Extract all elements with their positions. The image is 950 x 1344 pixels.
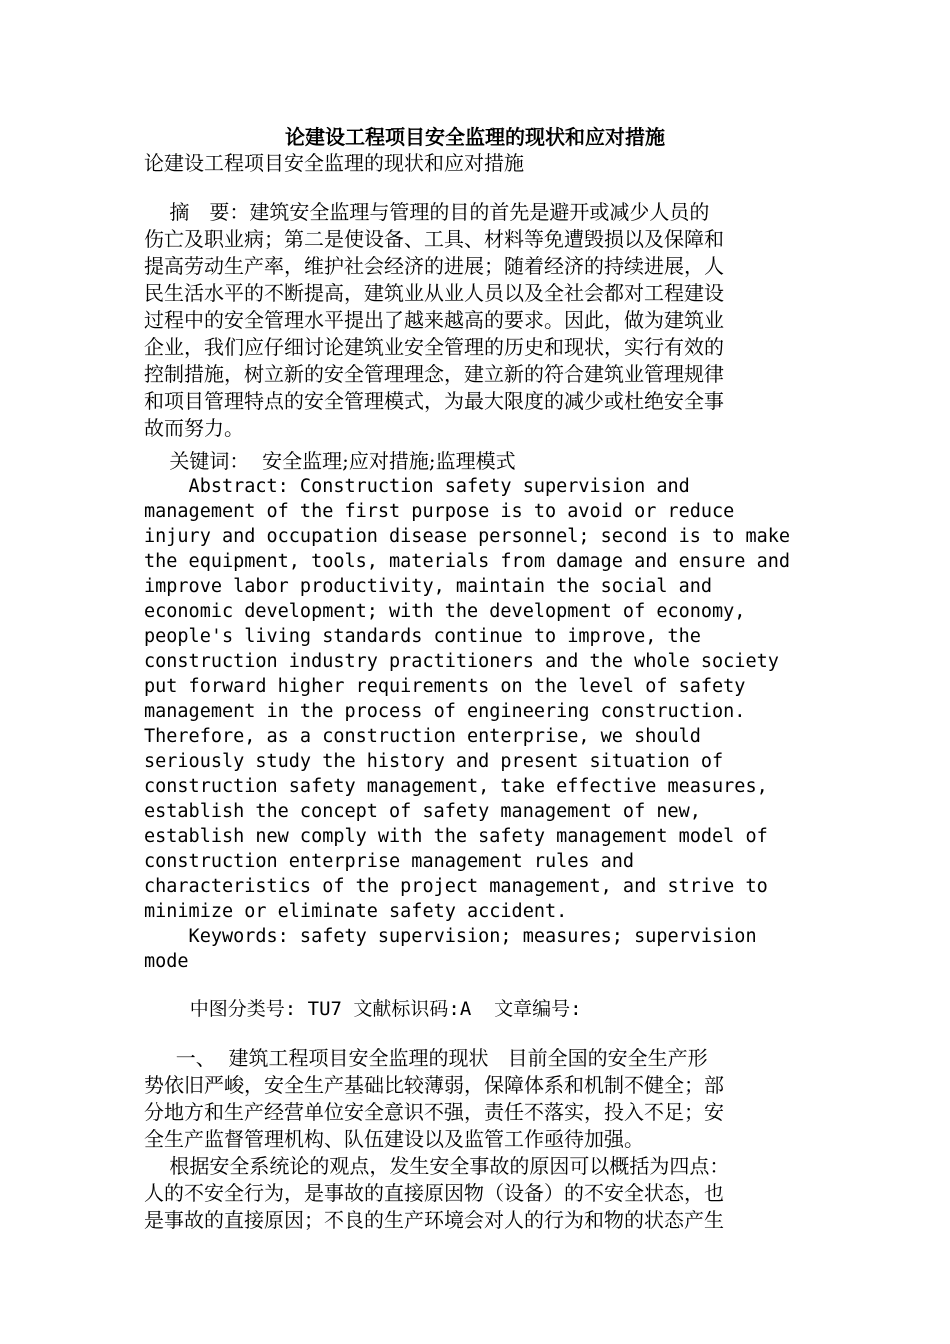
abstract-en-line: put forward higher requirements on the level of safety [144, 676, 746, 697]
abstract-en-line: construction enterprise management rules and [144, 851, 635, 872]
abstract-en-line: Therefore, as a construction enterprise, we should [144, 726, 701, 747]
section-1 [144, 1045, 729, 1234]
section-line: 根据安全系统论的观点，发生安全事故的原因可以概括为四点： [144, 1154, 730, 1178]
classification-line: 中图分类号: TU7 文献标识码:A 文章编号: [144, 998, 582, 1020]
abstract-en-line: seriously study the history and present situation of [144, 751, 724, 772]
abstract-line: 过程中的安全管理水平提出了越来越高的要求。因此，做为建筑业 [144, 308, 724, 332]
section-line: 人的不安全行为，是事故的直接原因物（设备）的不安全状态，也 [144, 1181, 724, 1205]
abstract-line: 摘 要：建筑安全监理与管理的目的首先是避开或减少人员的 [144, 200, 710, 224]
abstract-en-line: minimize or eliminate safety accident. [144, 901, 568, 922]
abstract-en-line: establish the concept of safety management of new, [144, 801, 701, 822]
abstract-line: 和项目管理特点的安全管理模式，为最大限度的减少或杜绝安全事 [144, 389, 724, 413]
abstract-line: 企业，我们应仔细讨论建筑业安全管理的历史和现状，实行有效的 [144, 335, 724, 359]
section-line: 是事故的直接原因；不良的生产环境会对人的行为和物的状态产生 [144, 1208, 724, 1232]
english-keywords-cont: mode [144, 951, 189, 972]
document-title: 论建设工程项目安全监理的现状和应对措施 [285, 125, 665, 149]
abstract-line: 伤亡及职业病；第二是使设备、工具、材料等免遭毁损以及保障和 [144, 227, 724, 251]
english-abstract [144, 474, 790, 974]
section-line: 势依旧严峻，安全生产基础比较薄弱，保障体系和机制不健全；部 [144, 1073, 724, 1097]
abstract-line: 提高劳动生产率，维护社会经济的进展；随着经济的持续进展，人 [144, 254, 724, 278]
abstract-en-line: construction industry practitioners and the whole society [144, 651, 779, 672]
abstract-line: 控制措施，树立新的安全管理理念，建立新的符合建筑业管理规律 [144, 362, 724, 386]
abstract-en-line: people's living standards continue to improve, the [144, 626, 701, 647]
english-keywords: Keywords: safety supervision; measures; supervision [144, 926, 757, 947]
abstract-en-line: the equipment, tools, materials from damage and ensure and [144, 551, 791, 572]
document-subtitle: 论建设工程项目安全监理的现状和应对措施 [144, 151, 524, 175]
abstract-en-line: construction safety management, take effective measures, [144, 776, 768, 797]
abstract-en-line: characteristics of the project management, and strive to [144, 876, 768, 897]
chinese-abstract [144, 199, 724, 442]
section-heading-line: 一、 建筑工程项目安全监理的现状 目前全国的安全生产形 [144, 1046, 708, 1070]
section-line: 全生产监督管理机构、队伍建设以及监管工作亟待加强。 [144, 1127, 644, 1151]
chinese-keywords: 关键词： 安全监理;应对措施;监理模式 [144, 449, 516, 473]
abstract-line: 民生活水平的不断提高，建筑业从业人员以及全社会都对工程建设 [144, 281, 724, 305]
abstract-en-line: improve labor productivity, maintain the social and [144, 576, 713, 597]
abstract-en-line: injury and occupation disease personnel; second is to make [144, 526, 791, 547]
abstract-en-line: management in the process of engineering construction. [144, 701, 746, 722]
abstract-en-line: management of the first purpose is to avoid or reduce [144, 501, 735, 522]
abstract-en-line: Abstract: Construction safety supervision and [144, 476, 690, 497]
abstract-en-line: economic development; with the development of economy, [144, 601, 746, 622]
section-line: 分地方和生产经营单位安全意识不强，责任不落实，投入不足；安 [144, 1100, 724, 1124]
abstract-line: 故而努力。 [144, 416, 244, 440]
abstract-en-line: establish new comply with the safety management model of [144, 826, 768, 847]
